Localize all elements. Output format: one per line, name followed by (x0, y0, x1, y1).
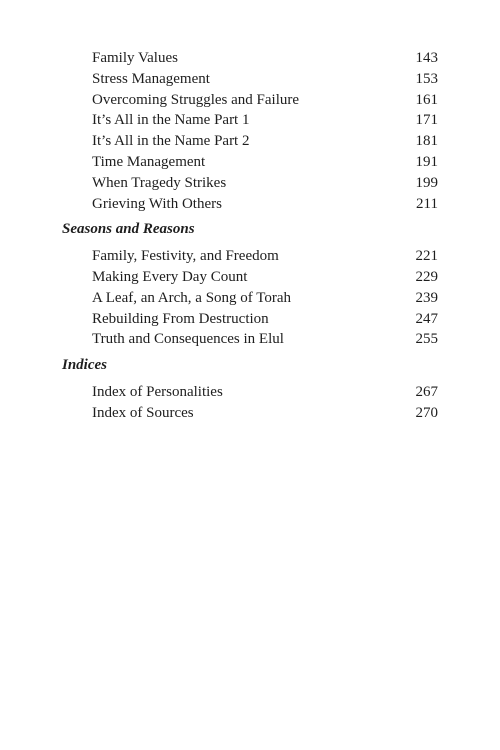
toc-entry (0, 131, 500, 152)
section-heading-seasons: Seasons and Reasons (62, 221, 195, 238)
toc-entry-page: 247 (415, 310, 438, 327)
toc-entry (0, 69, 500, 90)
section-heading-indices: Indices (62, 357, 107, 374)
toc-entry (0, 288, 500, 309)
toc-entry-page: 181 (415, 133, 438, 150)
toc-entry-page: 199 (415, 174, 438, 191)
toc-entry-title: Family Values (92, 50, 178, 66)
toc-entry-page: 161 (415, 91, 438, 108)
toc-entry-title: Grieving With Others (92, 195, 222, 212)
toc-entry-page: 143 (415, 50, 438, 66)
toc-entry-page: 239 (415, 289, 438, 306)
toc-entry (0, 382, 500, 403)
toc-entry (0, 48, 500, 69)
toc-entry-title: Overcoming Struggles and Failure (92, 91, 300, 108)
toc-entry-page: 267 (415, 383, 438, 400)
toc-entry-title: Family, Festivity, and Freedom (92, 248, 279, 265)
toc-entry (0, 110, 500, 131)
toc-entry-title: Truth and Consequences in Elul (92, 331, 284, 348)
toc-entry-page: 211 (416, 195, 438, 212)
toc-entry-title: When Tragedy Strikes (92, 174, 227, 191)
table-of-contents (0, 48, 500, 424)
toc-entry (0, 90, 500, 111)
toc-entry (0, 173, 500, 194)
toc-entry-page: 221 (415, 248, 438, 265)
toc-entry (0, 403, 500, 424)
toc-entry-title: Index of Sources (92, 404, 194, 421)
toc-entry (0, 152, 500, 173)
toc-entry-title: Time Management (92, 153, 206, 170)
toc-entry-page: 255 (415, 331, 438, 348)
toc-entry-title: A Leaf, an Arch, a Song of Torah (92, 289, 292, 306)
toc-entry (0, 329, 500, 350)
toc-entry-title: It’s All in the Name Part 1 (92, 112, 250, 129)
toc-entry-page: 191 (415, 153, 438, 170)
toc-entry-title: Rebuilding From Destruction (92, 310, 269, 327)
toc-entry (0, 267, 500, 288)
toc-entry-title: Making Every Day Count (92, 268, 248, 285)
toc-entry-page: 171 (415, 112, 438, 129)
toc-entry-title: It’s All in the Name Part 2 (92, 133, 250, 150)
toc-entry-page: 229 (415, 268, 438, 285)
toc-entry-page: 153 (415, 70, 438, 87)
toc-entry (0, 309, 500, 330)
toc-entry (0, 194, 500, 215)
toc-entry-title: Stress Management (92, 70, 210, 87)
toc-entry-page: 270 (415, 404, 438, 421)
toc-entry (0, 246, 500, 267)
toc-entry-title: Index of Personalities (92, 383, 223, 400)
